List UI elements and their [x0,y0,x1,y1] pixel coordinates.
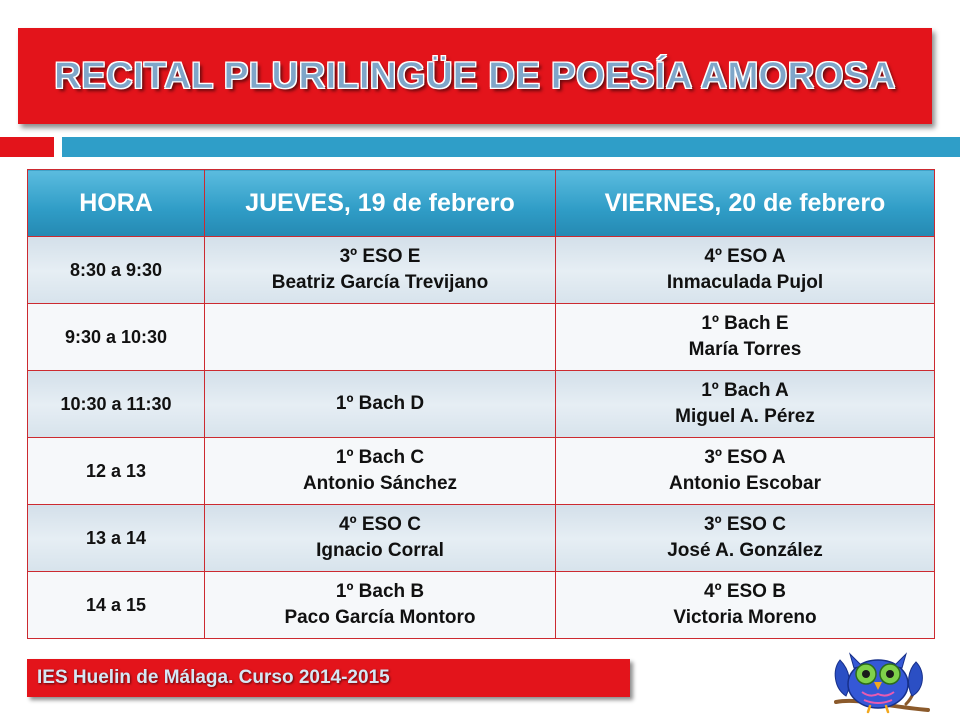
table-row [28,505,935,572]
time-slot-cell: 9:30 a 10:30 [28,304,205,371]
jueves-session-cell [205,572,556,639]
group-label: 1º Bach B [335,581,425,602]
header-jueves: JUEVES, 19 de febrero [205,170,556,237]
teacher-name: Antonio Sánchez [302,473,458,494]
viernes-session-cell [556,505,935,572]
group-label: 3º ESO C [704,514,786,535]
header-hora: HORA [28,170,205,237]
time-slot-cell: 12 a 13 [28,438,205,505]
viernes-session-cell [556,438,935,505]
table-row [28,304,935,371]
table-row [28,438,935,505]
blue-stripe-decoration [62,137,960,157]
group-label: 4º ESO C [339,514,421,535]
table-row [28,237,935,304]
group-label: 1º Bach D [335,393,425,414]
header-viernes: VIERNES, 20 de febrero [556,170,935,237]
table-row [28,572,935,639]
teacher-name: Inmaculada Pujol [666,272,824,293]
owl-illustration-icon [828,640,932,720]
teacher-name: Antonio Escobar [668,473,821,494]
footer-text: IES Huelin de Málaga. Curso 2014-2015 [37,667,390,688]
time-slot-cell: 13 a 14 [28,505,205,572]
page-title: RECITAL PLURILINGÜE DE POESÍA AMOROSA [54,55,896,96]
viernes-session-cell [556,572,935,639]
group-label: 1º Bach C [335,447,425,468]
teacher-name: Paco García Montoro [284,607,476,628]
jueves-session-cell [205,505,556,572]
group-label: 1º Bach A [701,380,789,401]
red-stripe-decoration [0,137,54,157]
time-slot-cell: 10:30 a 11:30 [28,371,205,438]
jueves-session-cell [205,237,556,304]
group-label: 4º ESO B [704,581,786,602]
table-header-row [28,170,935,237]
schedule-table [27,169,935,639]
teacher-name: Beatriz García Trevijano [271,272,489,293]
teacher-name: Ignacio Corral [316,540,444,561]
viernes-session-cell [556,237,935,304]
jueves-session-cell [205,438,556,505]
table-row [28,371,935,438]
title-banner [18,28,932,124]
teacher-name: José A. González [667,540,823,561]
time-slot-cell: 14 a 15 [28,572,205,639]
group-label: 1º Bach E [701,313,789,334]
teacher-name: Miguel A. Pérez [675,406,815,427]
viernes-session-cell [556,304,935,371]
group-label: 3º ESO E [339,246,421,267]
teacher-name: Victoria Moreno [673,607,817,628]
time-slot-cell: 8:30 a 9:30 [28,237,205,304]
jueves-session-cell [205,304,556,371]
teacher-name: María Torres [688,339,802,360]
group-label: 3º ESO A [704,447,786,468]
group-label: 4º ESO A [704,246,786,267]
viernes-session-cell [556,371,935,438]
footer-banner [27,659,630,697]
jueves-session-cell [205,371,556,438]
